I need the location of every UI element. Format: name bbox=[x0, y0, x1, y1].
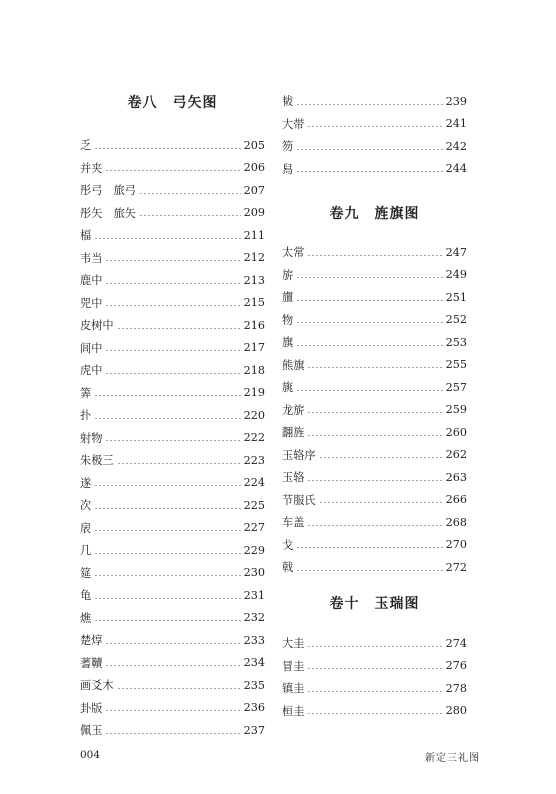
toc-entry bbox=[80, 406, 265, 424]
toc-entry-page: 253 bbox=[445, 335, 467, 349]
toc-entry-label: 筭 bbox=[80, 386, 92, 400]
dot-leader bbox=[296, 547, 442, 548]
toc-entry-page: 259 bbox=[445, 403, 467, 416]
dot-leader bbox=[105, 733, 240, 734]
toc-entry-label: 朱极三 bbox=[80, 454, 114, 467]
toc-entry bbox=[80, 654, 265, 672]
dot-leader bbox=[105, 710, 240, 711]
toc-entry-label: 次 bbox=[80, 499, 92, 512]
dot-leader bbox=[296, 390, 442, 391]
toc-entry bbox=[80, 609, 265, 627]
toc-entry-label: 蓍韇 bbox=[80, 656, 103, 670]
toc-entry bbox=[282, 115, 467, 133]
dot-leader bbox=[307, 255, 442, 256]
toc-entry-page: 231 bbox=[243, 588, 265, 602]
toc-entry-label: 筵 bbox=[80, 566, 92, 580]
dot-leader bbox=[307, 126, 442, 127]
dot-leader bbox=[94, 148, 240, 149]
toc-entry-label: 遂 bbox=[80, 476, 92, 490]
dot-leader bbox=[105, 170, 240, 171]
toc-entry-page: 234 bbox=[243, 656, 265, 669]
toc-entry bbox=[282, 657, 467, 675]
toc-entry bbox=[80, 204, 265, 222]
page-number: 004 bbox=[80, 749, 101, 761]
running-title: 新定三礼图 bbox=[425, 753, 480, 764]
toc-entry-label: 并夹 bbox=[80, 161, 103, 175]
toc-entry bbox=[80, 676, 265, 694]
toc-entry-label: 扑 bbox=[80, 409, 92, 422]
toc-entry bbox=[282, 423, 467, 441]
toc-entry-label: 乏 bbox=[80, 139, 92, 152]
toc-entry-label: 翿旌 bbox=[282, 426, 305, 439]
toc-entry-page: 255 bbox=[445, 358, 467, 371]
toc-entry-label: 太常 bbox=[282, 246, 305, 259]
dot-leader bbox=[307, 691, 442, 692]
section-title-juan-8: 卷八 弓矢图 bbox=[127, 95, 218, 111]
toc-entry-label: 韦当 bbox=[80, 251, 103, 265]
toc-entry-page: 211 bbox=[243, 228, 265, 242]
toc-entry bbox=[282, 333, 467, 351]
toc-entry bbox=[80, 271, 265, 289]
toc-entry bbox=[282, 468, 467, 486]
toc-entry-page: 247 bbox=[445, 245, 467, 259]
toc-entry-page: 239 bbox=[445, 94, 467, 108]
dot-leader bbox=[307, 668, 442, 669]
dot-leader bbox=[319, 457, 443, 458]
toc-entry-label: 虎中 bbox=[80, 364, 103, 377]
toc-entry-page: 270 bbox=[445, 538, 467, 551]
toc-entry-page: 225 bbox=[243, 498, 265, 512]
toc-entry-label: 冒圭 bbox=[282, 659, 305, 673]
dot-leader bbox=[94, 395, 240, 396]
dot-leader bbox=[296, 104, 442, 105]
toc-entry bbox=[80, 339, 265, 357]
dot-leader bbox=[319, 502, 443, 503]
dot-leader bbox=[105, 283, 240, 284]
toc-entry bbox=[282, 679, 467, 697]
toc-entry-page: 215 bbox=[243, 296, 265, 309]
toc-entry-page: 242 bbox=[445, 139, 467, 153]
toc-entry bbox=[80, 519, 265, 537]
toc-entry-page: 251 bbox=[445, 290, 467, 304]
dot-leader bbox=[105, 373, 240, 374]
toc-entry bbox=[80, 474, 265, 492]
toc-entry bbox=[282, 536, 467, 554]
toc-entry-page: 229 bbox=[243, 543, 265, 557]
toc-entry bbox=[282, 513, 467, 531]
toc-entry-label: 彤弓 旅弓 bbox=[80, 184, 136, 197]
toc-entry-label: 旗 bbox=[282, 336, 294, 349]
dot-leader bbox=[94, 553, 240, 554]
dot-leader bbox=[94, 418, 240, 419]
toc-entry-label: 楅 bbox=[80, 229, 92, 242]
toc-entry bbox=[80, 429, 265, 447]
toc-entry-label: 彤矢 旅矢 bbox=[80, 206, 136, 220]
toc-entry-page: 232 bbox=[243, 611, 265, 624]
dot-leader bbox=[105, 305, 240, 306]
toc-entry-label: 旐 bbox=[282, 381, 294, 394]
dot-leader bbox=[296, 322, 442, 323]
toc-entry bbox=[282, 288, 467, 306]
toc-entry bbox=[282, 491, 467, 509]
toc-entry-page: 252 bbox=[445, 313, 467, 326]
toc-entry-page: 220 bbox=[243, 408, 265, 422]
toc-entry-label: 扆 bbox=[80, 521, 92, 535]
dot-leader bbox=[307, 525, 442, 526]
toc-entry bbox=[282, 558, 467, 576]
toc-entry-label: 戈 bbox=[282, 538, 294, 552]
dot-leader bbox=[307, 367, 442, 368]
toc-entry bbox=[80, 496, 265, 514]
toc-entry bbox=[282, 634, 467, 652]
toc-entry-label: 燋 bbox=[80, 611, 92, 625]
toc-entry bbox=[80, 249, 265, 267]
dot-leader bbox=[307, 713, 442, 714]
toc-entry-page: 207 bbox=[243, 183, 265, 197]
dot-leader bbox=[117, 463, 241, 464]
toc-entry-page: 216 bbox=[243, 318, 265, 332]
toc-entry-page: 263 bbox=[445, 470, 467, 484]
toc-entry bbox=[282, 311, 467, 329]
dot-leader bbox=[307, 480, 442, 481]
toc-entry bbox=[80, 541, 265, 559]
toc-entry-label: 韨 bbox=[282, 95, 294, 108]
toc-entry-label: 几 bbox=[80, 544, 92, 557]
toc-entry-label: 舄 bbox=[282, 162, 294, 176]
dot-leader bbox=[94, 598, 240, 599]
toc-entry-label: 鹿中 bbox=[80, 274, 103, 287]
toc-entry-label: 射物 bbox=[80, 431, 103, 445]
toc-entry-page: 233 bbox=[243, 633, 265, 647]
toc-entry-page: 262 bbox=[445, 448, 467, 461]
toc-entry-label: 笏 bbox=[282, 140, 294, 153]
toc-entry-page: 223 bbox=[243, 453, 265, 467]
dot-leader bbox=[296, 171, 442, 172]
toc-entry bbox=[282, 137, 467, 155]
dot-leader bbox=[117, 328, 241, 329]
dot-leader bbox=[296, 570, 442, 571]
toc-entry-page: 268 bbox=[445, 515, 467, 529]
toc-entry-page: 206 bbox=[243, 161, 265, 174]
toc-entry bbox=[282, 446, 467, 464]
toc-entry bbox=[80, 721, 265, 739]
toc-entry bbox=[80, 451, 265, 469]
toc-entry bbox=[282, 243, 467, 261]
dot-leader bbox=[296, 277, 442, 278]
toc-entry-page: 212 bbox=[243, 251, 265, 264]
toc-entry-page: 274 bbox=[445, 636, 467, 650]
toc-entry-label: 物 bbox=[282, 313, 294, 327]
toc-entry bbox=[80, 699, 265, 717]
toc-entry-page: 224 bbox=[243, 476, 265, 489]
toc-entry-label: 镇圭 bbox=[282, 682, 305, 695]
toc-entry bbox=[80, 564, 265, 582]
dot-leader bbox=[105, 260, 240, 261]
toc-entry bbox=[282, 401, 467, 419]
toc-entry-page: 266 bbox=[445, 493, 467, 506]
dot-leader bbox=[94, 530, 240, 531]
toc-entry-page: 213 bbox=[243, 273, 265, 287]
toc-entry bbox=[80, 181, 265, 199]
toc-entry-page: 230 bbox=[243, 566, 265, 579]
dot-leader bbox=[296, 345, 442, 346]
toc-entry-page: 217 bbox=[243, 341, 265, 354]
toc-entry bbox=[80, 226, 265, 244]
toc-entry bbox=[80, 631, 265, 649]
toc-entry-label: 大圭 bbox=[282, 637, 305, 650]
toc-entry bbox=[282, 378, 467, 396]
section-title-juan-9: 卷九 旌旗图 bbox=[329, 206, 420, 222]
toc-entry-label: 卦版 bbox=[80, 701, 103, 715]
toc-entry-page: 244 bbox=[445, 162, 467, 175]
toc-entry-label: 玉辂序 bbox=[282, 448, 316, 462]
toc-entry-page: 278 bbox=[445, 681, 467, 695]
toc-entry-label: 龙旂 bbox=[282, 403, 305, 417]
dot-leader bbox=[94, 620, 240, 621]
dot-leader bbox=[94, 238, 240, 239]
toc-entry bbox=[80, 136, 265, 154]
dot-leader bbox=[94, 575, 240, 576]
toc-entry-label: 旜 bbox=[282, 291, 294, 304]
toc-entry-page: 272 bbox=[445, 560, 467, 574]
dot-leader bbox=[105, 665, 240, 666]
toc-entry-label: 车盖 bbox=[282, 516, 305, 529]
section-title-juan-10: 卷十 玉瑞图 bbox=[329, 596, 420, 612]
toc-entry bbox=[282, 702, 467, 720]
toc-entry-label: 皮树中 bbox=[80, 319, 114, 332]
toc-entry-page: 241 bbox=[445, 117, 467, 130]
dot-leader bbox=[139, 193, 241, 194]
toc-entry-page: 236 bbox=[243, 701, 265, 714]
toc-entry bbox=[282, 356, 467, 374]
toc-entry-page: 227 bbox=[243, 521, 265, 534]
toc-entry bbox=[80, 159, 265, 177]
toc-entry bbox=[80, 294, 265, 312]
toc-entry-label: 楚焞 bbox=[80, 634, 103, 647]
dot-leader bbox=[94, 485, 240, 486]
dot-leader bbox=[117, 688, 241, 689]
dot-leader bbox=[139, 215, 241, 216]
toc-entry-page: 209 bbox=[243, 206, 265, 219]
toc-entry bbox=[282, 266, 467, 284]
toc-entry-label: 兕中 bbox=[80, 296, 103, 310]
toc-entry-page: 219 bbox=[243, 386, 265, 399]
toc-entry-label: 大带 bbox=[282, 117, 305, 131]
dot-leader bbox=[105, 350, 240, 351]
dot-leader bbox=[105, 440, 240, 441]
toc-entry-label: 旂 bbox=[282, 268, 294, 282]
toc-entry-label: 佩玉 bbox=[80, 724, 103, 737]
dot-leader bbox=[307, 646, 442, 647]
toc-entry-label: 熊旗 bbox=[282, 358, 305, 372]
toc-entry-label: 画爻木 bbox=[80, 679, 114, 692]
dot-leader bbox=[307, 412, 442, 413]
toc-entry bbox=[80, 384, 265, 402]
toc-entry-page: 260 bbox=[445, 425, 467, 439]
toc-entry-label: 桓圭 bbox=[282, 704, 305, 718]
toc-entry-label: 龟 bbox=[80, 589, 92, 602]
toc-entry-label: 玉辂 bbox=[282, 471, 305, 484]
toc-entry-page: 237 bbox=[243, 723, 265, 737]
toc-entry-page: 222 bbox=[243, 431, 265, 444]
toc-entry-page: 249 bbox=[445, 268, 467, 281]
toc-entry bbox=[80, 586, 265, 604]
toc-entry-label: 戟 bbox=[282, 561, 294, 574]
dot-leader bbox=[296, 300, 442, 301]
dot-leader bbox=[296, 149, 442, 150]
toc-entry-label: 节服氏 bbox=[282, 493, 316, 507]
toc-entry-page: 280 bbox=[445, 704, 467, 717]
toc-entry bbox=[80, 316, 265, 334]
toc-entry-page: 235 bbox=[243, 678, 265, 692]
dot-leader bbox=[94, 508, 240, 509]
toc-entry bbox=[282, 92, 467, 110]
toc-entry-page: 205 bbox=[243, 138, 265, 152]
toc-entry-page: 276 bbox=[445, 659, 467, 672]
dot-leader bbox=[105, 643, 240, 644]
toc-entry-page: 257 bbox=[445, 380, 467, 394]
toc-entry-page: 218 bbox=[243, 363, 265, 377]
toc-entry bbox=[80, 361, 265, 379]
toc-entry bbox=[282, 160, 467, 178]
toc-entry-label: 闾中 bbox=[80, 341, 103, 355]
dot-leader bbox=[307, 435, 442, 436]
